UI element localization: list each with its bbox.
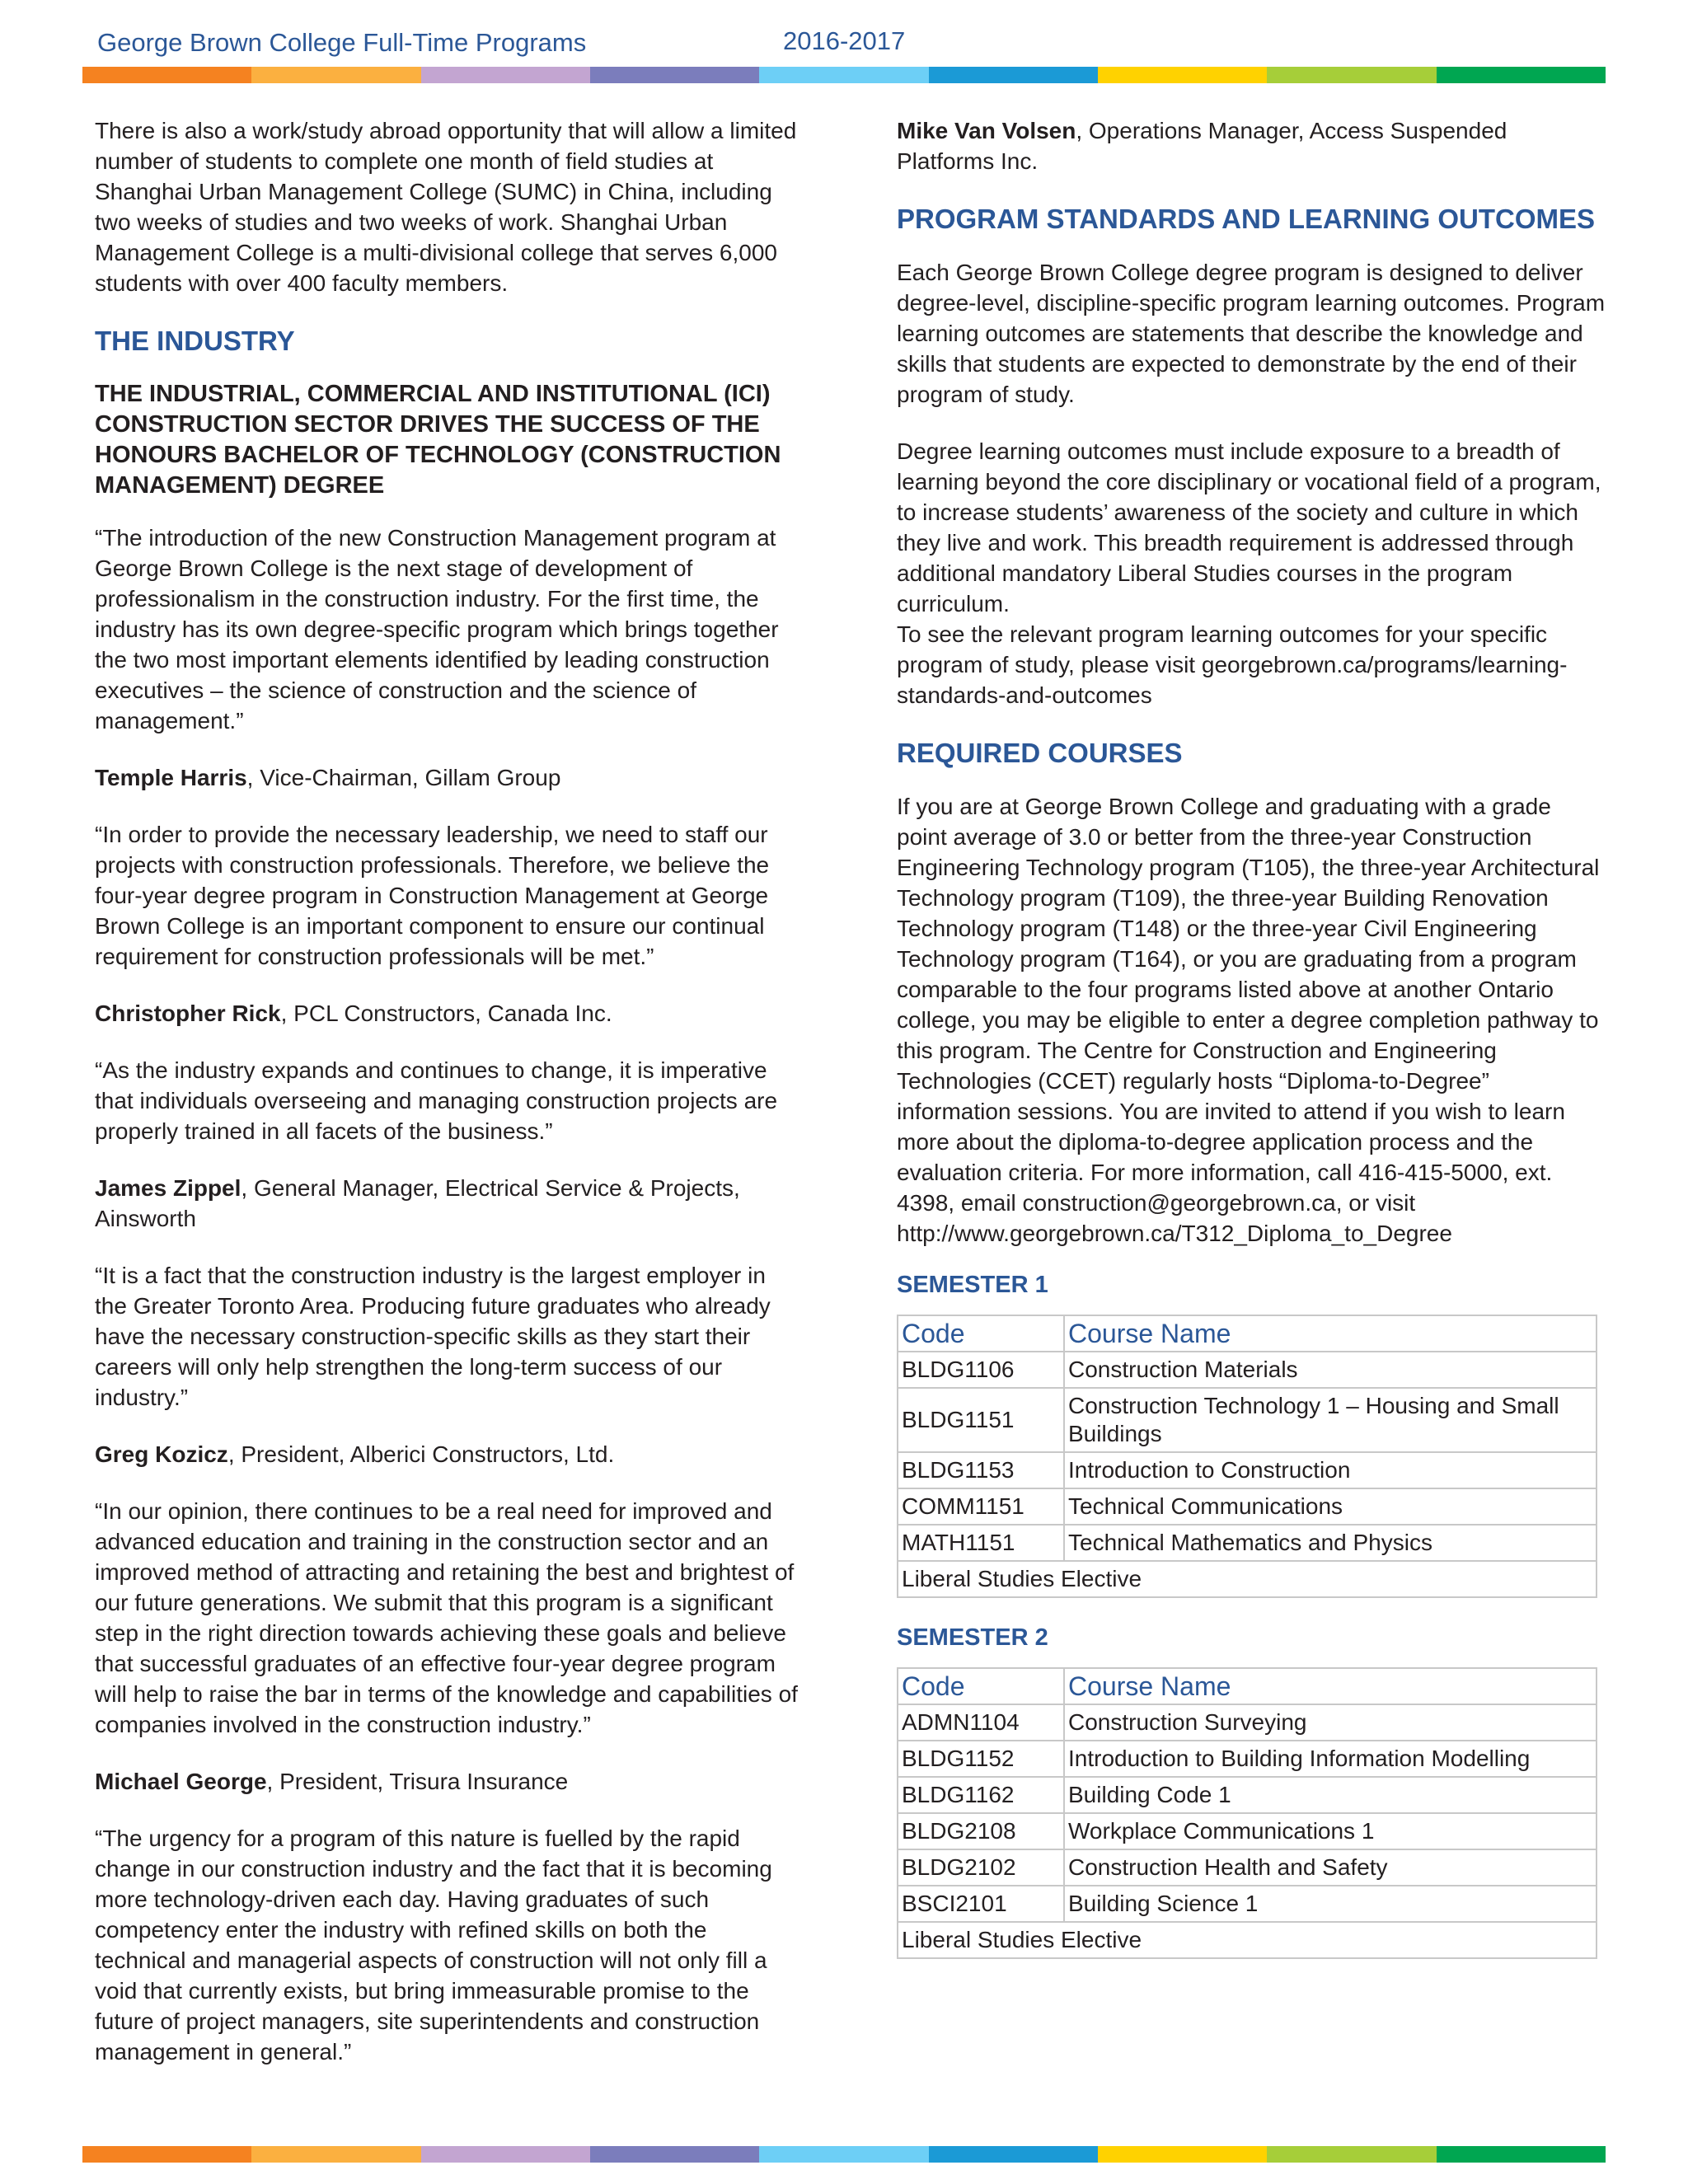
top-color-bar [82, 67, 1606, 83]
course-code: BLDG2108 [898, 1813, 1064, 1849]
table-row [898, 1777, 1597, 1813]
course-code: ADMN1104 [898, 1704, 1064, 1741]
color-bar-segment [82, 2146, 251, 2163]
course-code: BLDG1153 [898, 1452, 1064, 1488]
attribution-name: Temple Harris [95, 765, 247, 790]
color-bar-segment [1437, 67, 1606, 83]
course-code: COMM1151 [898, 1488, 1064, 1525]
industry-subheading: THE INDUSTRIAL, COMMERCIAL AND INSTITUTIONAL (ICI) CONSTRUCTION SECTOR DRIVES THE SUCCESS OF THE HONOURS BACHELOR OF TECHNOLOGY (CONSTRUCTION MANAGEMENT) DEGREE [95, 381, 781, 499]
course-name: Technical Mathematics and Physics [1064, 1525, 1597, 1561]
semester-1-heading: SEMESTER 1 [897, 1272, 1048, 1298]
semester-2-table [897, 1667, 1597, 1959]
table-row [898, 1488, 1597, 1525]
table-header-row [898, 1668, 1597, 1704]
quote-text: “The introduction of the new Construction Management program at George Brown College is the next stage of development of professionalism in the construction industry. For the first time, the industry has its own degree-specific program which brings together the two most important elements identified by leading construction executives – the science of construction and the science of management.” [95, 525, 779, 733]
standards-link-paragraph: To see the relevant program learning outcomes for your specific program of study, please visit georgebrown.ca/programs/learning-standards-and-outcomes [897, 621, 1568, 708]
header-title: George Brown College Full-Time Programs [97, 28, 587, 57]
attribution-name: Mike Van Volsen [897, 118, 1076, 143]
course-code: BSCI2101 [898, 1886, 1064, 1922]
course-name: Technical Communications [1064, 1488, 1597, 1525]
quote-attribution [95, 762, 799, 793]
attribution-role: , General Manager, Electrical Service & Projects, Ainsworth [95, 1175, 740, 1231]
standards-paragraph: Degree learning outcomes must include exposure to a breadth of learning beyond the core disciplinary or vocational field of a program, to increase students’ awareness of the society and culture in which they live and work. This breadth requirement is addressed through additional mandatory Liberal Studies courses in the program curriculum. [897, 438, 1601, 616]
color-bar-segment [929, 2146, 1098, 2163]
elective-cell: Liberal Studies Elective [898, 1922, 1597, 1958]
header-year: 2016-2017 [783, 26, 906, 55]
attribution-role: , PCL Constructors, Canada Inc. [280, 1001, 612, 1026]
column-header-name: Course Name [1064, 1315, 1597, 1352]
color-bar-segment [421, 2146, 590, 2163]
attribution-name: Michael George [95, 1769, 267, 1794]
color-bar-segment [759, 67, 928, 83]
column-header-name: Course Name [1064, 1668, 1597, 1704]
table-row [898, 1704, 1597, 1741]
course-name: Workplace Communications 1 [1064, 1813, 1597, 1849]
table-row [898, 1886, 1597, 1922]
course-name: Building Code 1 [1064, 1777, 1597, 1813]
course-name: Construction Health and Safety [1064, 1849, 1597, 1886]
color-bar-segment [590, 67, 759, 83]
color-bar-segment [929, 67, 1098, 83]
column-header-code: Code [898, 1668, 1064, 1704]
course-name: Construction Technology 1 – Housing and Small Buildings [1064, 1388, 1597, 1452]
quote-attribution [95, 1766, 799, 1797]
attribution-role: , Operations Manager, Access Suspended Platforms Inc. [897, 118, 1507, 174]
table-row [898, 1525, 1597, 1561]
attribution-name: James Zippel [95, 1175, 241, 1201]
quote-text: “In order to provide the necessary leadership, we need to staff our projects with construction professionals. Therefore, we believe the four-year degree program in Construction Management at George Brown College is an important component to ensure our continual requirement for construction professionals will be met.” [95, 822, 770, 969]
course-name: Introduction to Building Information Modelling [1064, 1741, 1597, 1777]
right-column [897, 115, 1606, 1984]
attribution-name: Christopher Rick [95, 1001, 281, 1026]
course-name: Introduction to Construction [1064, 1452, 1597, 1488]
attribution-name: Greg Kozicz [95, 1441, 228, 1467]
course-code: BLDG2102 [898, 1849, 1064, 1886]
table-row [898, 1452, 1597, 1488]
color-bar-segment [1098, 2146, 1267, 2163]
quote-text: “In our opinion, there continues to be a real need for improved and advanced education and training in the construction sector and an improved method of attracting and retaining the best and brightest of our future generations. We submit that this program is a significant step in the right direction towards achieving these goals and believe that successful graduates of an effective four-year degree program will help to raise the bar in terms of the knowledge and capabilities of companies involved in the construction industry.” [95, 1498, 798, 1737]
table-row [898, 1849, 1597, 1886]
course-name: Construction Surveying [1064, 1704, 1597, 1741]
course-code: BLDG1152 [898, 1741, 1064, 1777]
color-bar-segment [1098, 67, 1267, 83]
bottom-color-bar [82, 2146, 1606, 2163]
color-bar-segment [251, 2146, 420, 2163]
color-bar-segment [1267, 67, 1436, 83]
course-code: BLDG1151 [898, 1388, 1064, 1452]
elective-cell: Liberal Studies Elective [898, 1561, 1597, 1597]
elective-row [898, 1561, 1597, 1597]
course-code: BLDG1162 [898, 1777, 1064, 1813]
color-bar-segment [1267, 2146, 1436, 2163]
color-bar-segment [1437, 2146, 1606, 2163]
standards-heading: PROGRAM STANDARDS AND LEARNING OUTCOMES [897, 204, 1595, 234]
table-row [898, 1352, 1597, 1388]
intro-paragraph: There is also a work/study abroad opportunity that will allow a limited number of students to complete one month of field studies at Shanghai Urban Management College (SUMC) in China, including two weeks of studies and two weeks of work. Shanghai Urban Management College is a multi-divisional college that serves 6,000 students with over 400 faculty members. [95, 118, 797, 296]
course-name: Building Science 1 [1064, 1886, 1597, 1922]
quote-attribution [95, 1173, 799, 1234]
attribution-role: , President, Alberici Constructors, Ltd. [227, 1441, 615, 1467]
quote-text: “It is a fact that the construction industry is the largest employer in the Greater Toronto Area. Producing future graduates who already have the necessary construction-specific skills as they start their careers will only help strengthen the long-term success of our industry.” [95, 1263, 771, 1410]
industry-heading: THE INDUSTRY [95, 326, 295, 356]
course-name: Construction Materials [1064, 1352, 1597, 1388]
quote-attribution [95, 998, 799, 1029]
color-bar-segment [251, 67, 420, 83]
course-code: BLDG1106 [898, 1352, 1064, 1388]
color-bar-segment [82, 67, 251, 83]
quote-attribution [95, 1439, 799, 1469]
column-header-code: Code [898, 1315, 1064, 1352]
left-column [95, 115, 799, 2067]
quote-attribution [897, 115, 1606, 176]
attribution-role: , Vice-Chairman, Gillam Group [246, 765, 561, 790]
table-header-row [898, 1315, 1597, 1352]
attribution-role: , President, Trisura Insurance [266, 1769, 569, 1794]
standards-paragraph: Each George Brown College degree program is designed to deliver degree-level, discipline-specific program learning outcomes. Program learning outcomes are statements that describe the knowledge and skills that students are expected to demonstrate by the end of their program of study. [897, 260, 1606, 407]
required-courses-paragraph: If you are at George Brown College and graduating with a grade point average of 3.0 or better from the three-year Construction Engineering Technology program (T105), the three-year Architectural Technology program (T109), the three-year Building Renovation Technology program (T148) or the three-year Civil Engineering Technology program (T164), or you are graduating from a program comparable to the four programs listed above at another Ontario college, you may be eligible to enter a degree completion pathway to this program. The Centre for Construction and Engineering Technologies (CCET) regularly hosts “Diploma-to-Degree” information sessions. You are invited to attend if you wish to learn more about the diploma-to-degree application process and the evaluation criteria. For more information, call 416-415-5000, ext. 4398, email construction@georgebrown.ca, or visit http://www.georgebrown.ca/T312_Diploma_to_Degree [897, 794, 1600, 1246]
table-row [898, 1388, 1597, 1452]
table-row [898, 1813, 1597, 1849]
semester-2-heading: SEMESTER 2 [897, 1624, 1048, 1651]
elective-row [898, 1922, 1597, 1958]
color-bar-segment [759, 2146, 928, 2163]
required-courses-heading: REQUIRED COURSES [897, 738, 1183, 768]
semester-1-table [897, 1315, 1597, 1598]
quote-text: “As the industry expands and continues to change, it is imperative that individuals overseeing and managing construction projects are properly trained in all facets of the business.” [95, 1057, 778, 1144]
quote-text: “The urgency for a program of this nature is fuelled by the rapid change in our construction industry and the fact that it is becoming more technology-driven each day. Having graduates of such competency enter the industry with refined skills on both the technical and managerial aspects of construction will not only fill a void that currently exists, but bring immeasurable promise to the future of project managers, site superintendents and construction management in general.” [95, 1825, 772, 2064]
color-bar-segment [421, 67, 590, 83]
course-code: MATH1151 [898, 1525, 1064, 1561]
color-bar-segment [590, 2146, 759, 2163]
table-row [898, 1741, 1597, 1777]
